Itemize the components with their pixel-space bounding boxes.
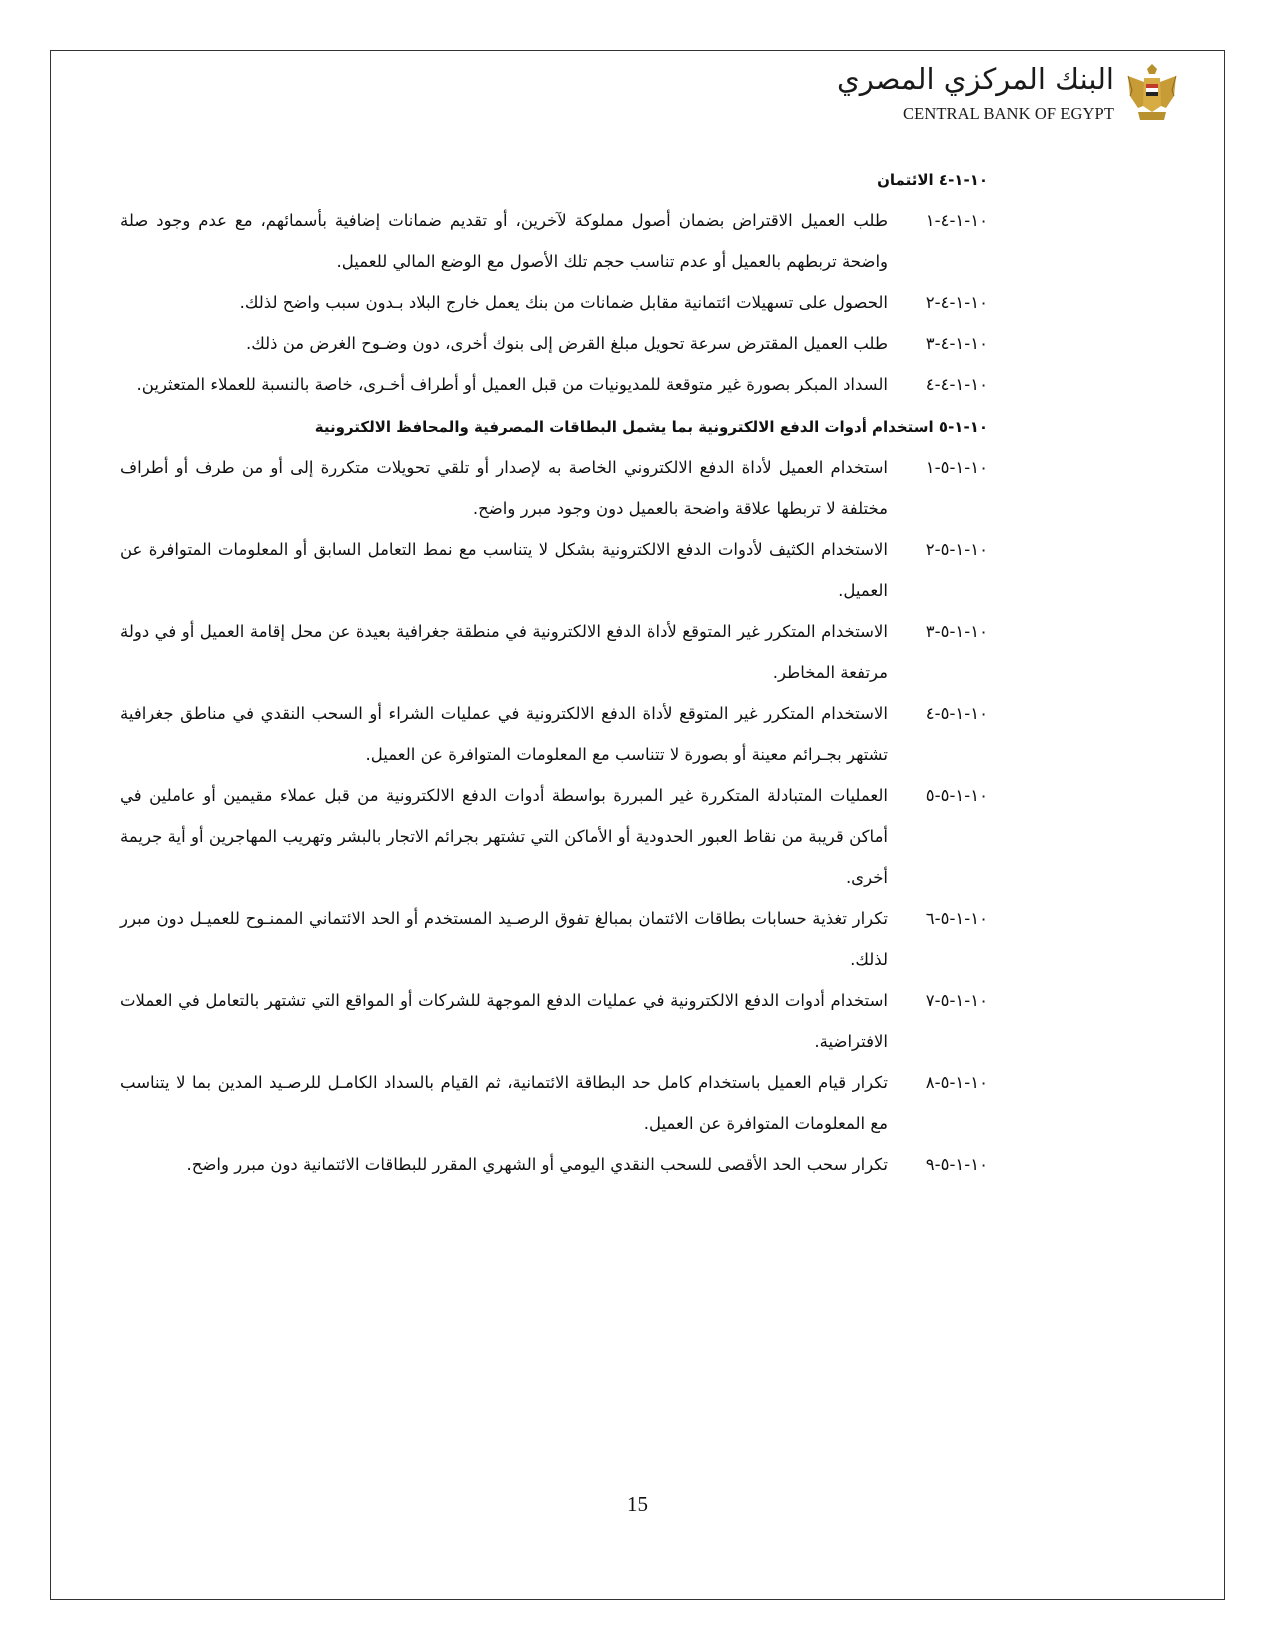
list-item	[120, 282, 988, 323]
document-body	[120, 170, 988, 1185]
list-item	[120, 529, 988, 611]
list-item	[120, 447, 988, 529]
item-number: ١٠-١-٥-٢	[925, 540, 988, 559]
item-text: طلب العميل الاقتراض بضمان أصول مملوكة لآخرين، أو تقديم ضمانات إضافية بأسمائهم، مع عدم وجود صلة واضحة تربطهم بالعميل أو عدم تناسب حجم تلك الأصول مع الوضع المالي للعميل.	[120, 211, 888, 271]
item-text: طلب العميل المقترض سرعة تحويل مبلغ القرض إلى بنوك أخرى، دون وضـوح الغرض من ذلك.	[245, 334, 888, 353]
list-item	[120, 1144, 988, 1185]
section-heading-credit: ١٠-١-٤ الائتمان	[877, 171, 988, 189]
list-item	[120, 323, 988, 364]
section-heading-electronic-payment: ١٠-١-٥ استخدام أدوات الدفع الالكترونية بما يشمل البطاقات المصرفية والمحافظ الالكترونية	[314, 418, 988, 436]
item-text: السداد المبكر بصورة غير متوقعة للمديونيات من قبل العميل أو أطراف أخـرى، خاصة بالنسبة للعملاء المتعثرين.	[136, 375, 888, 394]
item-number: ١٠-١-٥-٣	[925, 622, 988, 641]
item-text: تكرار تغذية حسابات بطاقات الائتمان بمبالغ تفوق الرصـيد المستخدم أو الحد الائتماني الممنـوح للعميـل دون مبرر لذلك.	[120, 909, 888, 969]
item-number: ١٠-١-٥-٥	[925, 786, 988, 805]
item-number: ١٠-١-٥-٧	[925, 991, 988, 1010]
item-text: الحصول على تسهيلات ائتمانية مقابل ضمانات من بنك يعمل خارج البلاد بـدون سبب واضح لذلك.	[239, 293, 888, 312]
item-number: ١٠-١-٥-١	[925, 458, 988, 477]
item-number: ١٠-١-٤-٣	[925, 334, 988, 353]
logo-arabic-text: البنك المركزي المصري	[837, 62, 1114, 96]
list-item	[120, 775, 988, 898]
list-item	[120, 611, 988, 693]
list-item	[120, 693, 988, 775]
item-text: الاستخدام المتكرر غير المتوقع لأداة الدفع الالكترونية في منطقة جغرافية بعيدة عن محل إقامة العميل أو في دولة مرتفعة المخاطر.	[120, 622, 888, 682]
logo-english-text: CENTRAL BANK OF EGYPT	[903, 104, 1114, 123]
item-number: ١٠-١-٥-٩	[925, 1155, 988, 1174]
list-item	[120, 364, 988, 405]
list-item	[120, 200, 988, 282]
item-text: الاستخدام المتكرر غير المتوقع لأداة الدفع الالكترونية في عمليات الشراء أو السحب النقدي في مناطق جغرافية تشتهر بجـرائم معينة أو بصورة لا تتناسب مع المعلومات المتوافرة عن العميل.	[120, 704, 888, 764]
item-number: ١٠-١-٥-٤	[925, 704, 988, 723]
item-text: تكرار قيام العميل باستخدام كامل حد البطاقة الائتمانية، ثم القيام بالسداد الكامـل للرصـيد المدين بما لا يتناسب مع المعلومات المتوافرة عن العميل.	[120, 1073, 888, 1133]
item-text: استخدام أدوات الدفع الالكترونية في عمليات الدفع الموجهة للشركات أو المواقع التي تشتهر بالتعامل في العملات الافتراضية.	[120, 991, 888, 1051]
item-number: ١٠-١-٤-٤	[925, 375, 988, 394]
item-number: ١٠-١-٥-٦	[925, 909, 988, 928]
item-text: استخدام العميل لأداة الدفع الالكتروني الخاصة به لإصدار أو تلقي تحويلات متكررة إلى أو من طرف أو أطراف مختلفة لا تربطها علاقة واضحة بالعميل دون وجود مبرر واضح.	[120, 458, 888, 518]
item-number: ١٠-١-٥-٨	[925, 1073, 988, 1092]
item-text: العمليات المتبادلة المتكررة غير المبررة بواسطة أدوات الدفع الالكترونية من قبل عملاء مقيمين أو عاملين في أماكن قريبة من نقاط العبور الحدودية أو الأماكن التي تشتهر بجرائم الاتجار بالبشر وتهريب المهاجرين أو أية جريمة أخرى.	[120, 786, 888, 887]
item-text: الاستخدام الكثيف لأدوات الدفع الالكترونية بشكل لا يتناسب مع نمط التعامل السابق أو المعلومات المتوافرة عن العميل.	[120, 540, 888, 600]
item-text: تكرار سحب الحد الأقصى للسحب النقدي اليومي أو الشهري المقرر للبطاقات الائتمانية دون مبرر واضح.	[186, 1155, 888, 1174]
list-item	[120, 980, 988, 1062]
list-item	[120, 1062, 988, 1144]
egypt-eagle-emblem-icon	[1124, 60, 1180, 126]
bank-logo	[837, 60, 1182, 132]
item-number: ١٠-١-٤-٢	[925, 293, 988, 312]
page-number: 15	[627, 1492, 648, 1516]
item-number: ١٠-١-٤-١	[925, 211, 988, 230]
list-item	[120, 898, 988, 980]
